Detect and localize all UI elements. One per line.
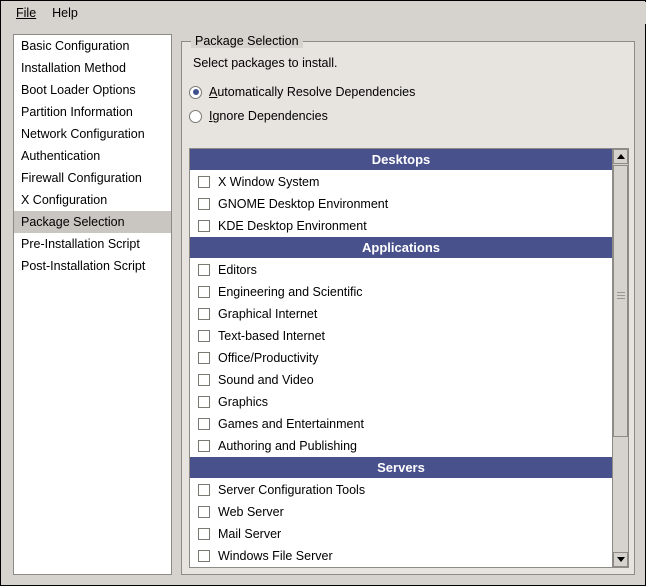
- sidebar-item-partition-information[interactable]: [14, 101, 171, 123]
- checkbox-icon[interactable]: [198, 484, 210, 496]
- sidebar-item-boot-loader-options[interactable]: [14, 79, 171, 101]
- checkbox-icon[interactable]: [198, 330, 210, 342]
- package-row[interactable]: [190, 215, 612, 237]
- sidebar-item-label: Boot Loader Options: [21, 83, 136, 97]
- package-row[interactable]: [190, 347, 612, 369]
- menu-help[interactable]: [44, 4, 86, 23]
- package-list-frame: [189, 148, 629, 568]
- package-row[interactable]: [190, 369, 612, 391]
- package-row[interactable]: [190, 281, 612, 303]
- sidebar-item-authentication[interactable]: [14, 145, 171, 167]
- checkbox-icon[interactable]: [198, 220, 210, 232]
- package-row[interactable]: [190, 303, 612, 325]
- package-selection-title: Package Selection: [191, 34, 303, 48]
- package-row[interactable]: [190, 479, 612, 501]
- sidebar-item-label: Authentication: [21, 149, 101, 163]
- package-label: Engineering and Scientific: [218, 285, 363, 299]
- checkbox-icon[interactable]: [198, 396, 210, 408]
- package-row[interactable]: [190, 325, 612, 347]
- package-row[interactable]: [190, 523, 612, 545]
- sidebar-item-label: Installation Method: [21, 61, 126, 75]
- package-row[interactable]: [190, 259, 612, 281]
- sidebar-item-label: Partition Information: [21, 105, 133, 119]
- scrollbar-thumb[interactable]: [613, 165, 628, 437]
- package-label: Office/Productivity: [218, 351, 319, 365]
- scroll-up-button[interactable]: [613, 149, 628, 164]
- package-label: Authoring and Publishing: [218, 439, 357, 453]
- package-label: X Window System: [218, 175, 320, 189]
- radio-unselected-icon: [189, 110, 202, 123]
- package-label: Web Server: [218, 505, 284, 519]
- sidebar-item-label: X Configuration: [21, 193, 108, 207]
- package-row[interactable]: [190, 413, 612, 435]
- checkbox-icon[interactable]: [198, 198, 210, 210]
- checkbox-icon[interactable]: [198, 440, 210, 452]
- scroll-down-button[interactable]: [613, 552, 628, 567]
- package-row[interactable]: [190, 391, 612, 413]
- checkbox-icon[interactable]: [198, 528, 210, 540]
- package-row[interactable]: [190, 193, 612, 215]
- package-list-scrollbar[interactable]: [612, 149, 628, 567]
- package-label: Text-based Internet: [218, 329, 326, 343]
- sidebar-item-label: Pre-Installation Script: [21, 237, 140, 251]
- radio-auto-resolve-label: Automatically Resolve Dependencies: [209, 85, 416, 99]
- menu-file-label: File: [16, 5, 37, 20]
- package-selection-subtitle: Select packages to install.: [193, 56, 338, 70]
- sidebar-item-label: Firewall Configuration: [21, 171, 142, 185]
- package-label: Mail Server: [218, 527, 282, 541]
- package-label: Graphics: [218, 395, 269, 409]
- package-row[interactable]: [190, 501, 612, 523]
- package-label: Graphical Internet: [218, 307, 318, 321]
- chevron-down-icon: [617, 557, 625, 562]
- radio-auto-resolve-dependencies[interactable]: [189, 85, 415, 99]
- checkbox-icon[interactable]: [198, 352, 210, 364]
- package-group-header-desktops: Desktops: [190, 149, 612, 171]
- radio-selected-icon: [189, 86, 202, 99]
- sidebar-item-label: Basic Configuration: [21, 39, 130, 53]
- configuration-sidebar[interactable]: [13, 34, 172, 575]
- checkbox-icon[interactable]: [198, 374, 210, 386]
- radio-ignore-label: Ignore Dependencies: [209, 109, 328, 123]
- package-row[interactable]: [190, 435, 612, 457]
- checkbox-icon[interactable]: [198, 308, 210, 320]
- sidebar-item-network-configuration[interactable]: [14, 123, 171, 145]
- sidebar-item-label: Network Configuration: [21, 127, 145, 141]
- package-label: Sound and Video: [218, 373, 314, 387]
- checkbox-icon[interactable]: [198, 506, 210, 518]
- menu-bar: [2, 2, 646, 24]
- package-group-header-servers: Servers: [190, 457, 612, 479]
- checkbox-icon[interactable]: [198, 418, 210, 430]
- radio-ignore-dependencies[interactable]: [189, 109, 328, 123]
- checkbox-icon[interactable]: [198, 176, 210, 188]
- sidebar-item-firewall-configuration[interactable]: [14, 167, 171, 189]
- package-label: Games and Entertainment: [218, 417, 364, 431]
- chevron-up-icon: [617, 154, 625, 159]
- sidebar-item-x-configuration[interactable]: [14, 189, 171, 211]
- sidebar-item-label: Package Selection: [21, 215, 125, 229]
- package-label: Windows File Server: [218, 549, 333, 563]
- sidebar-item-package-selection[interactable]: [14, 211, 171, 233]
- package-label: KDE Desktop Environment: [218, 219, 367, 233]
- sidebar-item-basic-configuration[interactable]: [14, 35, 171, 57]
- package-row[interactable]: [190, 545, 612, 567]
- package-label: GNOME Desktop Environment: [218, 197, 389, 211]
- package-label: Editors: [218, 263, 257, 277]
- package-list[interactable]: [190, 149, 612, 567]
- checkbox-icon[interactable]: [198, 286, 210, 298]
- checkbox-icon[interactable]: [198, 264, 210, 276]
- package-label: Server Configuration Tools: [218, 483, 366, 497]
- sidebar-item-pre-installation-script[interactable]: [14, 233, 171, 255]
- sidebar-item-label: Post-Installation Script: [21, 259, 146, 273]
- menu-file[interactable]: [8, 4, 44, 23]
- checkbox-icon[interactable]: [198, 550, 210, 562]
- sidebar-item-installation-method[interactable]: [14, 57, 171, 79]
- menu-help-label: Help: [52, 5, 78, 20]
- package-group-header-applications: Applications: [190, 237, 612, 259]
- package-row[interactable]: [190, 171, 612, 193]
- grip-icon: [617, 290, 625, 312]
- sidebar-item-post-installation-script[interactable]: [14, 255, 171, 277]
